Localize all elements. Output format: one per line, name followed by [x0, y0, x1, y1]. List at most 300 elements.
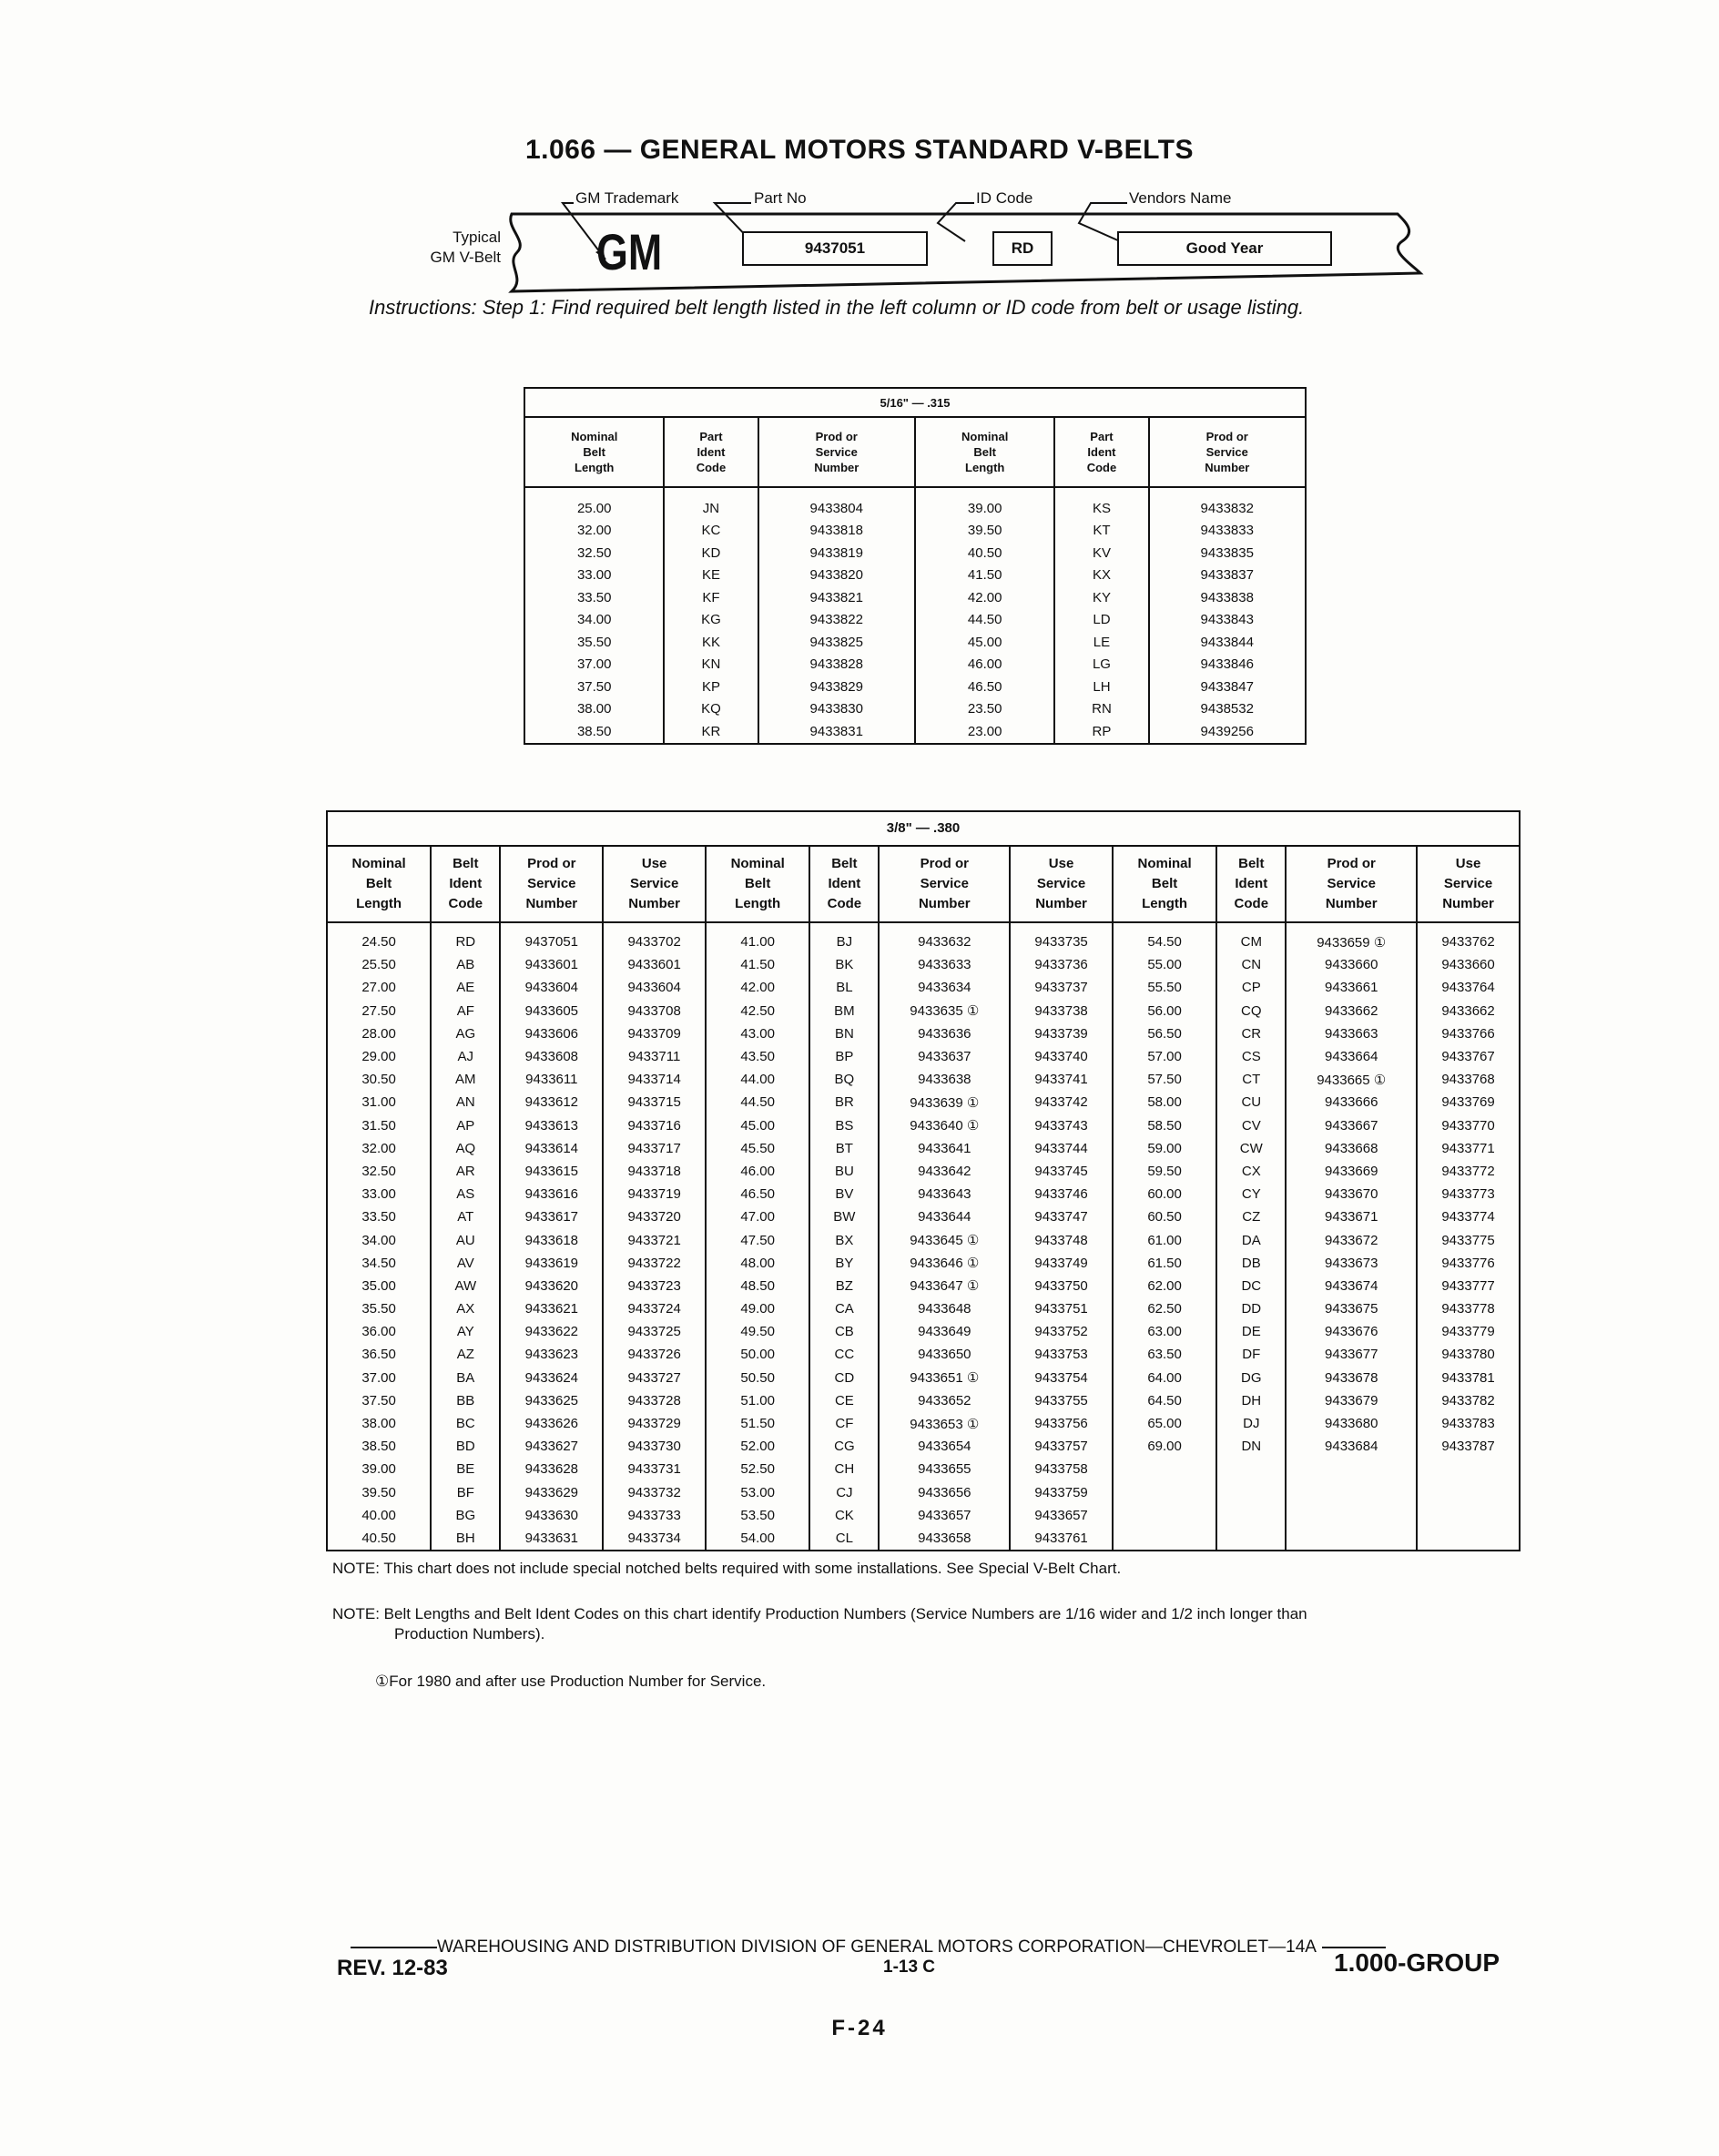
- table-row: [327, 1320, 1520, 1343]
- table-cell: BU: [809, 1160, 879, 1183]
- table-cell: [1286, 1481, 1417, 1504]
- table-cell: 9433822: [758, 609, 915, 632]
- column-header-line: Part: [1090, 430, 1114, 443]
- table-cell: KK: [664, 631, 758, 654]
- table-row: [524, 720, 1306, 744]
- table-cell: AW: [431, 1275, 500, 1297]
- table-cell: 9433630: [500, 1504, 603, 1527]
- table-cell: 9433756: [1010, 1412, 1113, 1435]
- table-cell: BC: [431, 1412, 500, 1435]
- table-cell: KG: [664, 609, 758, 632]
- table-cell: 9433723: [603, 1275, 706, 1297]
- table-cell: 9433738: [1010, 1000, 1113, 1022]
- table-cell: 9433847: [1149, 676, 1307, 698]
- table-cell: 34.00: [576, 612, 612, 628]
- table-cell: 44.50: [915, 609, 1054, 632]
- table-body: [327, 922, 1520, 1551]
- table-row: [327, 1412, 1520, 1435]
- table-row: [524, 676, 1306, 698]
- table-cell: 9433608: [500, 1045, 603, 1068]
- column-header-line: Length: [735, 896, 781, 911]
- column-header: [1417, 846, 1520, 922]
- table-cell: AF: [431, 1000, 500, 1022]
- table-cell: 35.50: [361, 1301, 396, 1317]
- table-cell: BE: [431, 1458, 500, 1480]
- table-cell: 31.50: [361, 1117, 396, 1134]
- table-row: [327, 1228, 1520, 1251]
- column-header-line: Length: [965, 461, 1005, 474]
- table-row: [524, 654, 1306, 676]
- table-row: [327, 953, 1520, 976]
- table-cell: 9433611: [500, 1068, 603, 1091]
- table-cell: 63.00: [1113, 1320, 1216, 1343]
- table-cell: 40.50: [361, 1530, 396, 1546]
- table-cell: 9433650: [879, 1343, 1010, 1366]
- table-cell: AQ: [431, 1137, 500, 1160]
- table-cell: 50.00: [706, 1343, 809, 1366]
- table-cell: CY: [1216, 1183, 1286, 1205]
- table-cell: DG: [1216, 1367, 1286, 1389]
- column-header-line: Nominal: [351, 856, 406, 871]
- table-cell: 54.50: [1113, 922, 1216, 953]
- table-cell: 37.50: [576, 678, 612, 695]
- column-header-line: Code: [448, 896, 483, 911]
- table-cell: 45.50: [706, 1137, 809, 1160]
- table-row: [524, 564, 1306, 587]
- table-cell: LG: [1054, 654, 1148, 676]
- table-cell: 9433720: [603, 1205, 706, 1228]
- table-cell: 9433728: [603, 1389, 706, 1412]
- column-header-line: Length: [575, 461, 615, 474]
- table-cell: 25.00: [576, 500, 612, 516]
- column-header-line: Prod or: [920, 856, 969, 871]
- table-row: [327, 1137, 1520, 1160]
- section-code: 1-13 C: [883, 1958, 936, 1977]
- table-cell: 33.00: [576, 567, 612, 584]
- table-cell: 46.00: [706, 1160, 809, 1183]
- table-cell: 9433733: [603, 1504, 706, 1527]
- table-cell: 9433804: [758, 487, 915, 520]
- gm-logo: GM: [596, 223, 663, 280]
- column-header: [809, 846, 879, 922]
- column-header-line: Service: [815, 445, 858, 459]
- table-cell: 9433634: [879, 976, 1010, 999]
- table-cell: LD: [1054, 609, 1148, 632]
- table-cell: 9433619: [500, 1252, 603, 1275]
- table-cell: 9433663: [1286, 1022, 1417, 1045]
- table-cell: [1417, 1458, 1520, 1480]
- table-cell: [1417, 1481, 1520, 1504]
- column-header-line: Prod or: [1327, 856, 1376, 871]
- table-cell: 35.00: [361, 1277, 396, 1294]
- table-cell: CS: [1216, 1045, 1286, 1068]
- table-cell: 9433643: [879, 1183, 1010, 1205]
- table-cell: BV: [809, 1183, 879, 1205]
- table-row: [327, 1160, 1520, 1183]
- belt-table-3-8: [326, 810, 1521, 1551]
- table-cell: 9433661: [1286, 976, 1417, 999]
- table-row: [327, 1367, 1520, 1389]
- table-cell: 9433654: [879, 1435, 1010, 1458]
- table-cell: 9433768: [1417, 1068, 1520, 1091]
- table-cell: CD: [809, 1367, 879, 1389]
- column-header-line: Prod or: [815, 430, 858, 443]
- table-cell: 30.50: [361, 1072, 396, 1088]
- table-cell: 37.50: [361, 1392, 396, 1409]
- table-cell: KX: [1054, 564, 1148, 587]
- table-cell: 9433757: [1010, 1435, 1113, 1458]
- table-cell: 9433623: [500, 1343, 603, 1366]
- column-header-line: Length: [1142, 896, 1188, 911]
- table-cell: 39.00: [361, 1461, 396, 1478]
- table-cell: 9433646 ①: [879, 1252, 1010, 1275]
- table-cell: 57.50: [1113, 1068, 1216, 1091]
- table-cell: 9433670: [1286, 1183, 1417, 1205]
- table-cell: 9433702: [603, 922, 706, 953]
- table-cell: 34.50: [361, 1255, 396, 1271]
- footer-rule: [351, 1947, 437, 1948]
- table-cell: 33.00: [361, 1186, 396, 1203]
- table-row: [327, 1527, 1520, 1551]
- table-cell: 38.50: [576, 723, 612, 739]
- table-cell: 9433659 ①: [1286, 922, 1417, 953]
- table-cell: 58.50: [1113, 1114, 1216, 1137]
- table-cell: [1417, 1527, 1520, 1551]
- table-size-label: 3/8" — .380: [327, 811, 1520, 846]
- table-cell: CG: [809, 1435, 879, 1458]
- table-cell: 37.00: [361, 1369, 396, 1386]
- table-cell: DE: [1216, 1320, 1286, 1343]
- table-cell: AE: [431, 976, 500, 999]
- table-cell: AS: [431, 1183, 500, 1205]
- table-cell: RN: [1054, 698, 1148, 721]
- table-cell: 33.50: [361, 1209, 396, 1225]
- table-cell: 9433601: [603, 953, 706, 976]
- column-header: [706, 846, 809, 922]
- table-cell: CT: [1216, 1068, 1286, 1091]
- column-header-line: Part: [699, 430, 723, 443]
- column-header-line: Nominal: [961, 430, 1009, 443]
- table-cell: 56.50: [1113, 1022, 1216, 1045]
- table-cell: 23.00: [915, 720, 1054, 744]
- table-cell: 35.50: [576, 634, 612, 650]
- table-cell: KD: [664, 542, 758, 564]
- column-header-line: Code: [1086, 461, 1117, 474]
- table-cell: 9433635 ①: [879, 1000, 1010, 1022]
- table-cell: KS: [1054, 487, 1148, 520]
- table-cell: CW: [1216, 1137, 1286, 1160]
- table-cell: DB: [1216, 1252, 1286, 1275]
- table-cell: 9433709: [603, 1022, 706, 1045]
- column-header-line: Number: [1035, 896, 1087, 911]
- table-cell: 9433741: [1010, 1068, 1113, 1091]
- table-cell: 9433833: [1149, 520, 1307, 543]
- table-cell: 9433656: [879, 1481, 1010, 1504]
- table-cell: 9433622: [500, 1320, 603, 1343]
- instructions: Instructions: Step 1: Find required belt length listed in the left column or ID code from belt or usage listing.: [369, 296, 1305, 319]
- table-cell: DN: [1216, 1435, 1286, 1458]
- table-cell: CQ: [1216, 1000, 1286, 1022]
- table-cell: 55.50: [1113, 976, 1216, 999]
- table-cell: 46.50: [706, 1183, 809, 1205]
- table-cell: 9433652: [879, 1389, 1010, 1412]
- table-cell: KF: [664, 586, 758, 609]
- table-cell: 9433774: [1417, 1205, 1520, 1228]
- table-cell: 9433736: [1010, 953, 1113, 976]
- table-cell: AX: [431, 1297, 500, 1320]
- table-cell: AR: [431, 1160, 500, 1183]
- table-cell: 9433632: [879, 922, 1010, 953]
- table-cell: 39.50: [361, 1484, 396, 1500]
- table-cell: 9433716: [603, 1114, 706, 1137]
- table-row: [327, 1205, 1520, 1228]
- column-header-line: Prod or: [1205, 430, 1248, 443]
- table-cell: 9433613: [500, 1114, 603, 1137]
- note-notched-belts: NOTE: This chart does not include special notched belts required with some installations. See Special V-Belt Chart.: [332, 1560, 1122, 1577]
- column-header-line: Service: [1036, 876, 1086, 891]
- table-cell: BP: [809, 1045, 879, 1068]
- table-cell: 45.00: [915, 631, 1054, 654]
- table-cell: CA: [809, 1297, 879, 1320]
- table-cell: 49.50: [706, 1320, 809, 1343]
- table-cell: 42.50: [706, 1000, 809, 1022]
- column-header-line: Ident: [1235, 876, 1268, 891]
- table-cell: 63.50: [1113, 1343, 1216, 1366]
- table-row: [524, 609, 1306, 632]
- table-cell: KR: [664, 720, 758, 744]
- table-cell: 58.00: [1113, 1091, 1216, 1114]
- table-cell: 9433819: [758, 542, 915, 564]
- table-cell: 9433662: [1286, 1000, 1417, 1022]
- table-cell: CC: [809, 1343, 879, 1366]
- typical-belt-label: [373, 228, 501, 268]
- column-header-line: Use: [1455, 856, 1481, 871]
- column-header: [1010, 846, 1113, 922]
- table-cell: 9433660: [1286, 953, 1417, 976]
- column-header-line: Belt: [1151, 876, 1178, 891]
- table-cell: 50.50: [706, 1367, 809, 1389]
- column-header-line: Number: [814, 461, 860, 474]
- table-cell: 9433676: [1286, 1320, 1417, 1343]
- column-header-line: Service: [1327, 876, 1376, 891]
- column-header: [879, 846, 1010, 922]
- table-cell: 9433626: [500, 1412, 603, 1435]
- table-cell: 9433648: [879, 1297, 1010, 1320]
- table-cell: 31.00: [361, 1094, 396, 1111]
- table-cell: 9433748: [1010, 1228, 1113, 1251]
- table-cell: CL: [809, 1527, 879, 1551]
- table-cell: 27.50: [361, 1002, 396, 1019]
- column-header-line: Code: [1234, 896, 1269, 911]
- column-header: [500, 846, 603, 922]
- table-cell: 9433776: [1417, 1252, 1520, 1275]
- table-cell: 32.50: [361, 1163, 396, 1179]
- table-cell: 57.00: [1113, 1045, 1216, 1068]
- column-header-line: Code: [827, 896, 862, 911]
- table-row: [327, 1183, 1520, 1205]
- table-cell: 9433642: [879, 1160, 1010, 1183]
- table-cell: 53.50: [706, 1504, 809, 1527]
- table-cell: CN: [1216, 953, 1286, 976]
- table-cell: 9433604: [500, 976, 603, 999]
- table-cell: KC: [664, 520, 758, 543]
- table-cell: [1113, 1481, 1216, 1504]
- table-cell: AY: [431, 1320, 500, 1343]
- table-cell: 9433730: [603, 1435, 706, 1458]
- table-cell: 9433616: [500, 1183, 603, 1205]
- table-cell: 9433664: [1286, 1045, 1417, 1068]
- table-cell: JN: [664, 487, 758, 520]
- table-cell: 27.00: [361, 980, 396, 996]
- table-cell: AN: [431, 1091, 500, 1114]
- table-cell: BT: [809, 1137, 879, 1160]
- table-cell: 41.50: [706, 953, 809, 976]
- table-cell: 9433651 ①: [879, 1367, 1010, 1389]
- column-header-line: Prod or: [527, 856, 576, 871]
- table-cell: 9439256: [1149, 720, 1307, 744]
- table-cell: 47.00: [706, 1205, 809, 1228]
- table-cell: 9433782: [1417, 1389, 1520, 1412]
- table-cell: BH: [431, 1527, 500, 1551]
- table-cell: [1286, 1458, 1417, 1480]
- table-cell: 9433820: [758, 564, 915, 587]
- table-cell: CJ: [809, 1481, 879, 1504]
- table-cell: KP: [664, 676, 758, 698]
- table-cell: 9433672: [1286, 1228, 1417, 1251]
- table-cell: 9433742: [1010, 1091, 1113, 1114]
- table-cell: 9433721: [603, 1228, 706, 1251]
- table-cell: 9433773: [1417, 1183, 1520, 1205]
- table-cell: 9433761: [1010, 1527, 1113, 1551]
- table-cell: LH: [1054, 676, 1148, 698]
- table-cell: 9433829: [758, 676, 915, 698]
- table-cell: DD: [1216, 1297, 1286, 1320]
- column-header: [1286, 846, 1417, 922]
- column-header-line: Number: [1325, 896, 1378, 911]
- column-header: [603, 846, 706, 922]
- part-no-box: 9437051: [742, 231, 928, 266]
- table-cell: 9433783: [1417, 1412, 1520, 1435]
- table-cell: DC: [1216, 1275, 1286, 1297]
- table-cell: 9433633: [879, 953, 1010, 976]
- table-cell: 9433727: [603, 1367, 706, 1389]
- note-production-numbers: [332, 1604, 1307, 1644]
- table-cell: 29.00: [361, 1049, 396, 1065]
- table-cell: 48.50: [706, 1275, 809, 1297]
- table-cell: 9433737: [1010, 976, 1113, 999]
- vendors-name-callout: Vendors Name: [1129, 189, 1232, 207]
- column-header-line: Ident: [828, 876, 861, 891]
- table-cell: 9433732: [603, 1481, 706, 1504]
- table-row: [327, 1481, 1520, 1504]
- table-cell: RP: [1054, 720, 1148, 744]
- column-header: [524, 417, 664, 487]
- table-cell: 9433739: [1010, 1022, 1113, 1045]
- table-cell: 9433680: [1286, 1412, 1417, 1435]
- table-cell: 9433821: [758, 586, 915, 609]
- table-cell: 9433745: [1010, 1160, 1113, 1183]
- column-header-line: Ident: [1087, 445, 1116, 459]
- table-cell: 9433668: [1286, 1137, 1417, 1160]
- table-header-row: [327, 846, 1520, 922]
- table-cell: 9433684: [1286, 1435, 1417, 1458]
- column-header-line: Nominal: [1137, 856, 1192, 871]
- table-cell: 9433666: [1286, 1091, 1417, 1114]
- table-cell: CM: [1216, 922, 1286, 953]
- table-cell: 9433846: [1149, 654, 1307, 676]
- table-cell: 52.00: [706, 1435, 809, 1458]
- table-cell: 9433612: [500, 1091, 603, 1114]
- table-cell: 52.50: [706, 1458, 809, 1480]
- table-cell: 9433708: [603, 1000, 706, 1022]
- column-header-line: Ident: [697, 445, 726, 459]
- table-cell: 9433828: [758, 654, 915, 676]
- table-cell: 9433671: [1286, 1205, 1417, 1228]
- table-cell: 9433645 ①: [879, 1228, 1010, 1251]
- table-cell: [1216, 1458, 1286, 1480]
- table-cell: 23.50: [915, 698, 1054, 721]
- table-cell: [1216, 1504, 1286, 1527]
- table-cell: CH: [809, 1458, 879, 1480]
- part-no-callout: Part No: [754, 189, 807, 207]
- footnote: ①For 1980 and after use Production Number for Service.: [375, 1673, 767, 1690]
- table-cell: 36.50: [361, 1347, 396, 1363]
- table-cell: 9433624: [500, 1367, 603, 1389]
- table-cell: 41.00: [706, 922, 809, 953]
- table-cell: 60.50: [1113, 1205, 1216, 1228]
- table-cell: 64.00: [1113, 1367, 1216, 1389]
- table-cell: 64.50: [1113, 1389, 1216, 1412]
- id-code-box: RD: [992, 231, 1053, 266]
- table-cell: 51.50: [706, 1412, 809, 1435]
- table-cell: 33.50: [576, 589, 612, 605]
- table-cell: 9433639 ①: [879, 1091, 1010, 1114]
- table-cell: 9433675: [1286, 1297, 1417, 1320]
- table-cell: 24.50: [361, 934, 396, 951]
- table-row: [524, 631, 1306, 654]
- table-cell: 44.00: [706, 1068, 809, 1091]
- typical-label-line1: Typical: [453, 229, 501, 246]
- table-cell: 9433606: [500, 1022, 603, 1045]
- table-cell: 9433644: [879, 1205, 1010, 1228]
- table-cell: KV: [1054, 542, 1148, 564]
- table-cell: 56.00: [1113, 1000, 1216, 1022]
- table-cell: BG: [431, 1504, 500, 1527]
- table-cell: 9433772: [1417, 1160, 1520, 1183]
- table-cell: BL: [809, 976, 879, 999]
- table-cell: 9433620: [500, 1275, 603, 1297]
- table-cell: AP: [431, 1114, 500, 1137]
- table-row: [327, 1435, 1520, 1458]
- table-cell: 9433734: [603, 1527, 706, 1551]
- table-row: [524, 586, 1306, 609]
- column-header: [758, 417, 915, 487]
- table-cell: [1417, 1504, 1520, 1527]
- table-cell: AG: [431, 1022, 500, 1045]
- table-cell: 40.00: [361, 1507, 396, 1523]
- table-cell: 62.00: [1113, 1275, 1216, 1297]
- gm-trademark-callout: GM Trademark: [575, 189, 679, 207]
- table-row: [524, 487, 1306, 520]
- table-cell: 9433751: [1010, 1297, 1113, 1320]
- table-cell: BA: [431, 1367, 500, 1389]
- table-cell: 9433657: [879, 1504, 1010, 1527]
- table-cell: 9433818: [758, 520, 915, 543]
- table-cell: 9433677: [1286, 1343, 1417, 1366]
- table-row: [327, 1091, 1520, 1114]
- table-row: [327, 1000, 1520, 1022]
- table-row: [327, 1045, 1520, 1068]
